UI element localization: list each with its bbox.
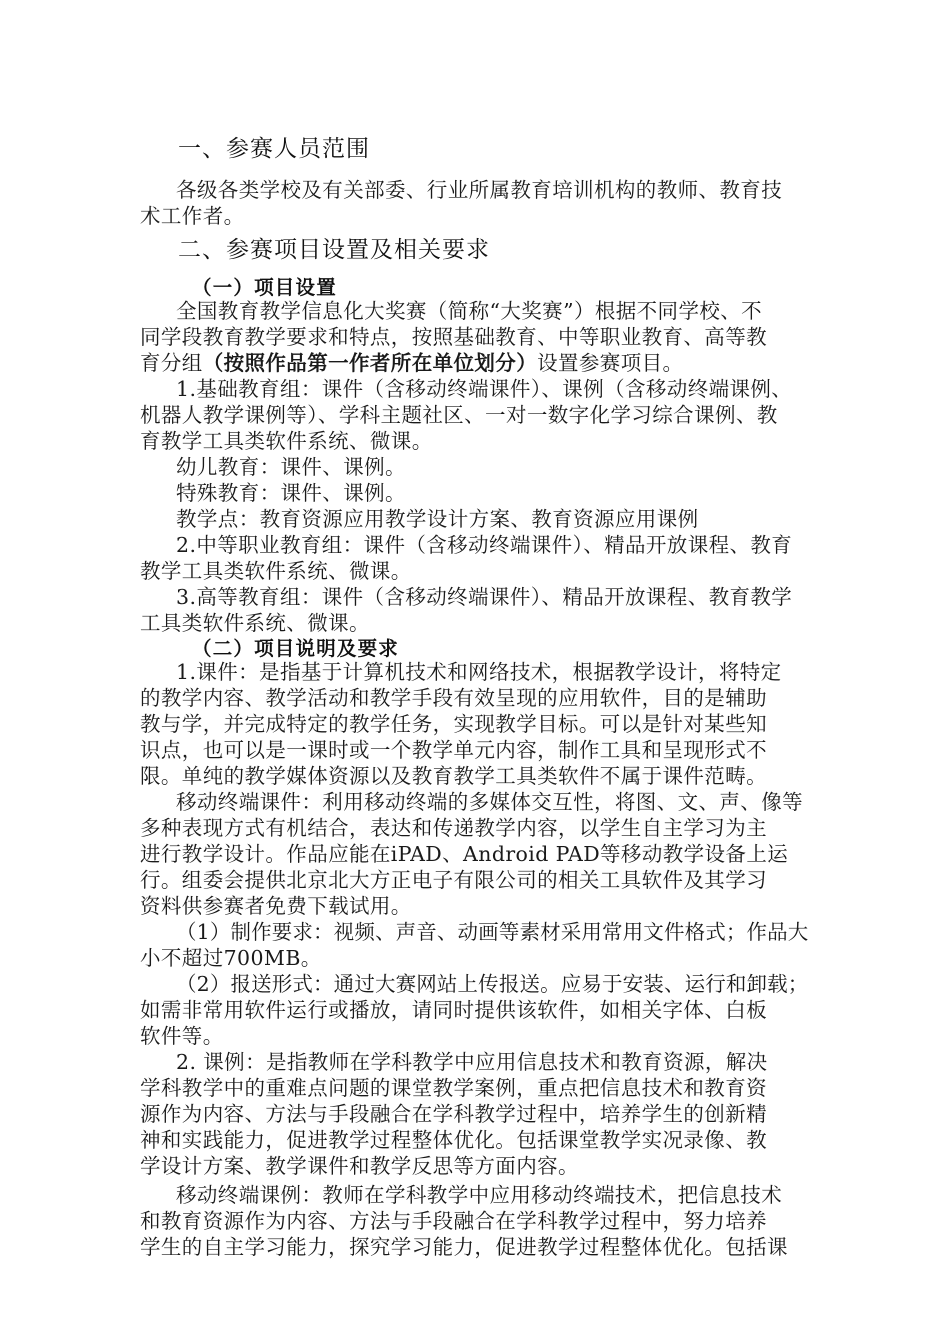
paragraph-line: 教学点：教育资源应用教学设计方案、教育资源应用课例 xyxy=(176,507,699,531)
text-run: 设置参赛项目。 xyxy=(537,351,684,375)
subsection-heading-2: （二）项目说明及要求 xyxy=(192,637,400,660)
paragraph-line: （2）报送形式：通过大赛网站上传报送。应易于安装、运行和卸载； xyxy=(176,972,809,996)
paragraph-line: 机器人教学课例等）、学科主题社区、一对一数字化学习综合课例、教 xyxy=(140,403,778,427)
paragraph-line: 神和实践能力，促进教学过程整体优化。包括课堂教学实况录像、教 xyxy=(140,1128,767,1152)
paragraph-line: 教与学，并完成特定的教学任务，实现教学目标。可以是针对某些知 xyxy=(140,712,767,736)
paragraph-line: 软件等。 xyxy=(140,1024,224,1048)
paragraph-line: 教学工具类软件系统、微课。 xyxy=(140,559,412,583)
paragraph-line: 移动终端课例：教师在学科教学中应用移动终端技术，把信息技术 xyxy=(176,1183,783,1207)
paragraph-line: 3.高等教育组：课件（含移动终端课件）、精品开放课程、教育教学 xyxy=(176,585,793,609)
paragraph-line: 行。组委会提供北京北大方正电子有限公司的相关工具软件及其学习 xyxy=(140,868,767,892)
paragraph-line: 多种表现方式有机结合，表达和传递教学内容，以学生自主学习为主 xyxy=(140,816,767,840)
section-heading-2: 二、参赛项目设置及相关要求 xyxy=(178,237,490,263)
paragraph-line: 的教学内容、教学活动和教学手段有效呈现的应用软件，目的是辅助 xyxy=(140,686,767,710)
paragraph-line: 进行教学设计。作品应能在iPAD、Android PAD等移动教学设备上运 xyxy=(140,842,789,866)
text-run: 育分组 xyxy=(140,351,203,375)
paragraph-line: 学设计方案、教学课件和教学反思等方面内容。 xyxy=(140,1154,579,1178)
paragraph-line: 限。单纯的教学媒体资源以及教育教学工具类软件不属于课件范畴。 xyxy=(140,764,767,788)
paragraph-line: 2.中等职业教育组：课件（含移动终端课件）、精品开放课程、教育 xyxy=(176,533,793,557)
paragraph-line: 源作为内容、方法与手段融合在学科教学过程中，培养学生的创新精 xyxy=(140,1102,767,1126)
paragraph-line: 1.课件：是指基于计算机技术和网络技术，根据教学设计，将特定 xyxy=(176,660,782,684)
section-heading-1: 一、参赛人员范围 xyxy=(178,136,370,162)
bold-text-run: （按照作品第一作者所在单位划分） xyxy=(202,351,538,375)
paragraph-line: 各级各类学校及有关部委、行业所属教育培训机构的教师、教育技 xyxy=(176,178,783,202)
paragraph-line: 学生的自主学习能力，探究学习能力，促进教学过程整体优化。包括课 xyxy=(140,1235,788,1259)
paragraph-line: 学科教学中的重难点问题的课堂教学案例，重点把信息技术和教育资 xyxy=(140,1076,767,1100)
paragraph-line: 幼儿教育：课件、课例。 xyxy=(176,455,406,479)
paragraph-line: 同学段教育教学要求和特点，按照基础教育、中等职业教育、高等教 xyxy=(140,325,767,349)
paragraph-line: 移动终端课件：利用移动终端的多媒体交互性，将图、文、声、像等 xyxy=(176,790,803,814)
subsection-heading-1: （一）项目设置 xyxy=(192,276,337,299)
paragraph-line: 识点，也可以是一课时或一个教学单元内容，制作工具和呈现形式不 xyxy=(140,738,767,762)
paragraph-line: 全国教育教学信息化大奖赛（简称“大奖赛”）根据不同学校、不 xyxy=(176,299,763,323)
paragraph-line: 工具类软件系统、微课。 xyxy=(140,611,370,635)
paragraph-line: 如需非常用软件运行或播放，请同时提供该软件，如相关字体、白板 xyxy=(140,998,767,1022)
paragraph-line: （1）制作要求：视频、声音、动画等素材采用常用文件格式；作品大 xyxy=(176,920,809,944)
paragraph-line: 1.基础教育组：课件（含移动终端课件）、课例（含移动终端课例、 xyxy=(176,377,793,401)
paragraph-line: 术工作者。 xyxy=(140,204,245,228)
paragraph-line: 资料供参赛者免费下载试用。 xyxy=(140,894,412,918)
paragraph-line: 育教学工具类软件系统、微课。 xyxy=(140,429,433,453)
paragraph-line: 小不超过700MB。 xyxy=(140,946,322,970)
paragraph-line: 特殊教育：课件、课例。 xyxy=(176,481,406,505)
paragraph-line xyxy=(140,350,683,376)
paragraph-line: 2. 课例：是指教师在学科教学中应用信息技术和教育资源，解决 xyxy=(176,1050,768,1074)
paragraph-line: 和教育资源作为内容、方法与手段融合在学科教学过程中，努力培养 xyxy=(140,1209,767,1233)
